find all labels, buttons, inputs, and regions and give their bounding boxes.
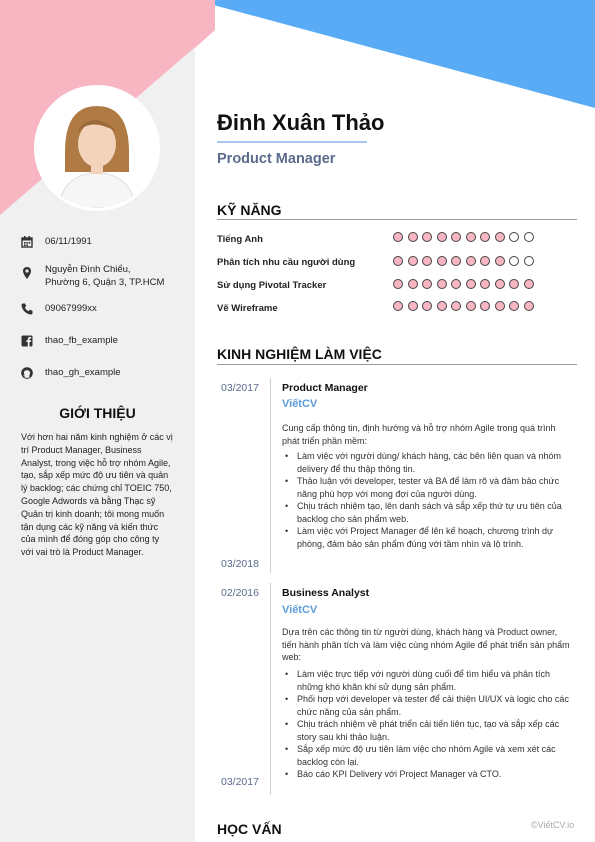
facebook-text: thao_fb_example <box>45 335 118 346</box>
rating-dot-filled <box>422 232 432 242</box>
rating-dot-filled <box>495 232 505 242</box>
job-company: ViếtCV <box>282 398 318 410</box>
experience-divider <box>217 364 577 365</box>
rating-dot-filled <box>408 256 418 266</box>
job-end-date: 03/2017 <box>221 776 259 788</box>
job-start-date: 03/2017 <box>221 382 259 394</box>
education-title: HỌC VẤN <box>217 821 282 837</box>
rating-dot-filled <box>524 301 534 311</box>
rating-dot-filled <box>480 232 490 242</box>
rating-dot-empty <box>524 256 534 266</box>
timeline-line <box>270 583 271 795</box>
job-title: Business Analyst <box>282 587 370 599</box>
rating-dot-filled <box>393 301 403 311</box>
list-item: • Làm việc với người dùng/ khách hàng, các bên liên quan và nhóm delivery để thu thập thông tin. <box>282 450 572 475</box>
rating-dot-filled <box>480 279 490 289</box>
skill-name: Vẽ Wireframe <box>217 303 278 314</box>
list-item: • Thảo luận với developer, tester và BA để làm rõ và đảm bảo chức năng phù hợp với mong đợi của người dùng. <box>282 475 572 500</box>
rating-dot-filled <box>466 232 476 242</box>
rating-dot-filled <box>437 232 447 242</box>
github-icon <box>20 366 34 380</box>
rating-dot-filled <box>437 256 447 266</box>
list-item: • Báo cáo KPI Delivery với Project Manager và CTO. <box>282 768 572 781</box>
rating-dot-filled <box>480 301 490 311</box>
job-description: Dựa trên các thông tin từ người dùng, khách hàng và Product owner, tiến hành phân tích và làm việc cùng nhóm Agile để phát triển sản phẩm web: <box>282 627 570 662</box>
rating-dot-filled <box>393 232 403 242</box>
job-end-date: 03/2018 <box>221 558 259 570</box>
rating-dot-filled <box>451 232 461 242</box>
rating-dot-filled <box>495 279 505 289</box>
job-bullets <box>282 450 572 550</box>
job-description: Cung cấp thông tin, định hướng và hỗ trợ nhóm Agile trong quá trình phát triển phần mềm: <box>282 423 556 446</box>
rating-dot-filled <box>524 279 534 289</box>
full-name: Đinh Xuân Thảo <box>217 110 385 135</box>
list-item: • Sắp xếp mức độ ưu tiên làm việc cho nhóm Agile và xem xét các backlog còn lại. <box>282 743 572 768</box>
rating-dot-filled <box>495 301 505 311</box>
rating-dot-filled <box>393 256 403 266</box>
job-bullets <box>282 668 572 781</box>
pink-triangle-edge <box>195 0 215 48</box>
rating-dot-filled <box>495 256 505 266</box>
rating-dot-filled <box>451 301 461 311</box>
rating-dot-filled <box>451 256 461 266</box>
rating-dot-empty <box>509 232 519 242</box>
watermark: ©ViếtCV.io <box>531 820 575 830</box>
rating-dot-filled <box>393 279 403 289</box>
job-start-date: 02/2016 <box>221 587 259 599</box>
rating-dot-filled <box>422 279 432 289</box>
avatar-portrait <box>37 88 157 208</box>
timeline-line <box>270 378 271 573</box>
address-text: Nguyễn Đình Chiểu, Phường 6, Quận 3, TP.HCM <box>45 264 165 288</box>
rating-dot-filled <box>466 256 476 266</box>
location-icon <box>20 266 34 280</box>
rating-dot-filled <box>480 256 490 266</box>
intro-title: GIỚI THIỆU <box>59 405 136 421</box>
rating-dot-filled <box>466 279 476 289</box>
rating-dot-filled <box>437 301 447 311</box>
rating-dot-filled <box>466 301 476 311</box>
intro-text: Với hơn hai năm kinh nghiệm ở các vị trí Product Manager, Business Analyst, trong việc hỗ trợ nhóm Agile, tạo, sắp xếp mức độ ưu tiên và quản lý backlog; các chứng chỉ TOEIC 750, Google Adwords và bằng Thạc sỹ Quản trị kinh doanh; tôi mong muốn tận dụng các kỹ năng và kiến thức của mình để đóng góp cho công ty với vai trò là Product Manager. <box>21 432 173 558</box>
rating-dot-empty <box>524 232 534 242</box>
rating-dot-filled <box>422 256 432 266</box>
skill-name: Tiếng Anh <box>217 234 263 245</box>
skill-name: Sử dụng Pivotal Tracker <box>217 280 327 291</box>
list-item: • Chịu trách nhiệm tạo, lên danh sách và sắp xếp thứ tự ưu tiên của backlog cho sản phẩm web. <box>282 500 572 525</box>
birthday-text: 06/11/1991 <box>45 236 92 247</box>
rating-dot-filled <box>509 301 519 311</box>
rating-dot-filled <box>451 279 461 289</box>
phone-text: 09067999xx <box>45 303 97 314</box>
phone-icon <box>20 302 34 316</box>
rating-dot-filled <box>408 279 418 289</box>
rating-dot-empty <box>509 256 519 266</box>
rating-dot-filled <box>509 279 519 289</box>
experience-title: KINH NGHIỆM LÀM VIỆC <box>217 346 382 362</box>
skill-name: Phân tích nhu cầu người dùng <box>217 257 356 268</box>
list-item: • Làm việc với Project Manager để lên kế hoạch, chương trình dự phòng, đảm bảo sản phẩm đúng với tầm nhìn và lộ trình. <box>282 525 572 550</box>
blue-triangle <box>195 0 595 108</box>
skills-title: KỸ NĂNG <box>217 202 282 218</box>
rating-dot-filled <box>408 232 418 242</box>
skills-divider <box>217 219 577 220</box>
rating-dot-filled <box>408 301 418 311</box>
rating-dot-filled <box>422 301 432 311</box>
avatar <box>34 85 160 211</box>
name-underline <box>217 141 367 143</box>
job-role: Product Manager <box>217 151 336 167</box>
github-text: thao_gh_example <box>45 367 121 378</box>
list-item: • Làm việc trực tiếp với người dùng cuối để tìm hiểu và phân tích những khó khăn khi sử dụng sản phẩm. <box>282 668 572 693</box>
facebook-icon <box>20 334 34 348</box>
calendar-icon <box>20 235 34 249</box>
job-company: ViếtCV <box>282 604 318 616</box>
job-title: Product Manager <box>282 382 368 394</box>
list-item: • Phối hợp với developer và tester để cải thiện UI/UX và logic cho các chức năng của sản phẩm. <box>282 693 572 718</box>
rating-dot-filled <box>437 279 447 289</box>
list-item: • Chịu trách nhiệm về phát triển cải tiến liên tục, tạo và sắp xếp các story sau khi thảo luận. <box>282 718 572 743</box>
